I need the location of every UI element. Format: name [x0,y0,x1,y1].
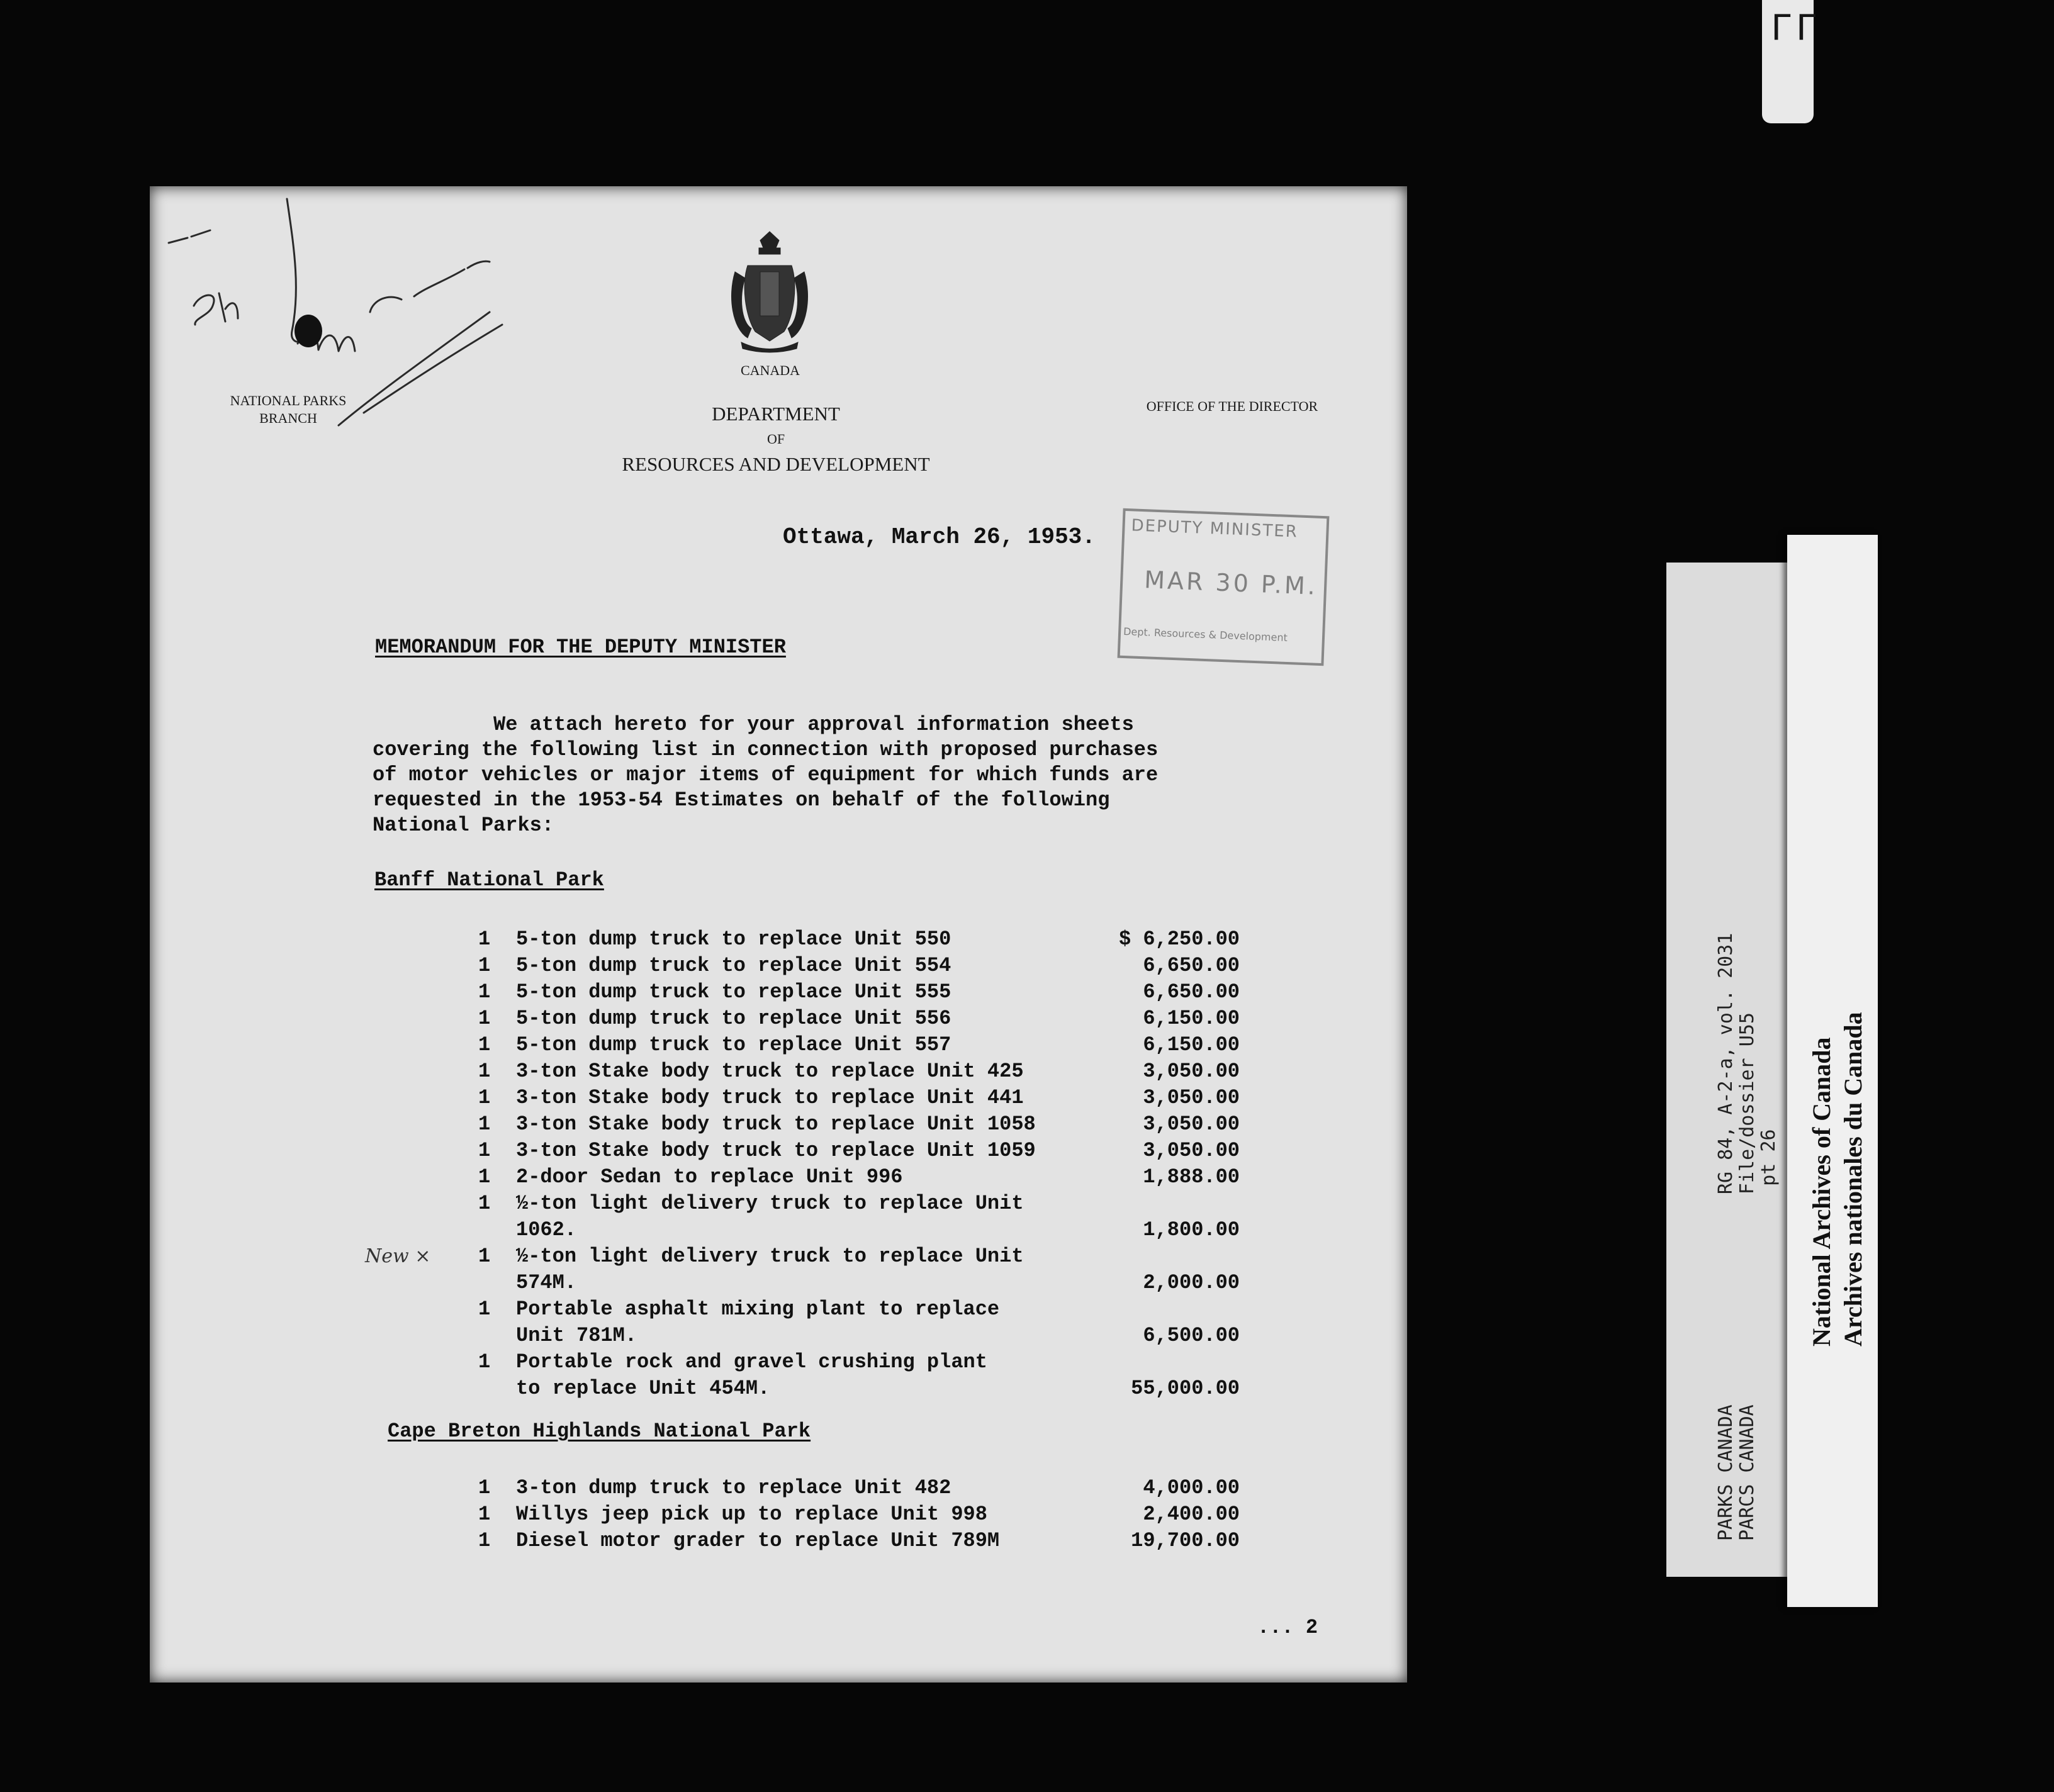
equipment-item-row [478,926,1410,953]
item-quantity: 1 [478,1297,491,1321]
branch-line-1: NATIONAL PARKS [230,393,347,408]
item-amount: 6,650.00 [1143,980,1240,1004]
item-amount: 6,150.00 [1143,1007,1240,1030]
item-quantity: 1 [478,980,491,1004]
archive-reference-text [1715,932,1780,1541]
item-amount: 55,000.00 [1131,1377,1240,1400]
equipment-item-row [478,1190,1410,1243]
archives-name-text [1806,1012,1869,1347]
item-description: 3-ton Stake body truck to replace Unit 425 [516,1060,1024,1083]
item-amount: 1,800.00 [1143,1218,1240,1241]
item-quantity: 1 [478,1503,491,1526]
body-line: We attach hereto for your approval information sheets [373,713,1134,736]
item-list-cape-breton [478,1475,1410,1554]
branch-line-2: BRANCH [259,410,317,426]
equipment-item-row [478,1349,1410,1402]
equipment-item-row [478,1138,1410,1164]
item-quantity: 1 [478,1112,491,1136]
archive-ref-line-2: File/dossier U55 [1736,1012,1758,1195]
item-quantity: 1 [478,1350,491,1374]
branch-label [203,392,373,427]
item-amount: 4,000.00 [1143,1476,1240,1499]
item-description: 2-door Sedan to replace Unit 996 [516,1165,903,1189]
department-line-3: RESOURCES AND DEVELOPMENT [622,453,930,475]
archive-line-1: PARKS CANADA [1715,1404,1737,1541]
item-quantity: 1 [478,1165,491,1189]
item-list-banff [365,926,1410,1402]
received-stamp [1118,508,1330,666]
stamp-title: DEPUTY MINISTER [1131,516,1299,542]
item-quantity: 1 [478,1060,491,1083]
item-description: ½-ton light delivery truck to replace Unit 574M. [516,1245,1024,1294]
archive-reference-strip [1666,563,1787,1577]
stamp-date: MAR 30 P.M. [1143,566,1318,600]
item-description: 5-ton dump truck to replace Unit 554 [516,954,951,977]
margin-note: New × [365,1245,431,1267]
equipment-item-row [478,979,1410,1005]
item-quantity: 1 [478,1139,491,1162]
item-quantity: 1 [478,1245,491,1268]
equipment-item-row [478,1296,1410,1349]
item-description: 5-ton dump truck to replace Unit 556 [516,1007,951,1030]
section-heading-banff: Banff National Park [374,868,604,892]
department-line-2: OF [766,431,785,447]
item-description: 3-ton Stake body truck to replace Unit 1058 [516,1112,1036,1136]
stamp-department: Dept. Resources & Development [1123,625,1288,644]
equipment-item-row [478,1501,1410,1528]
item-amount: 6,500.00 [1143,1324,1240,1347]
body-line: covering the following list in connection with proposed purchases [373,738,1159,761]
equipment-item-row [478,1005,1410,1032]
equipment-item-row [478,953,1410,979]
department-line-1: DEPARTMENT [712,403,840,425]
date-line: Ottawa, March 26, 1953. [783,524,1096,550]
memo-page [150,186,1407,1683]
department-label [584,400,968,478]
office-label: OFFICE OF THE DIRECTOR [1146,398,1318,414]
archive-ref-line-1: RG 84, A-2-a, vol. 2031 [1715,932,1737,1195]
item-amount: 19,700.00 [1131,1529,1240,1552]
memo-body [373,712,1285,838]
item-description: 5-ton dump truck to replace Unit 557 [516,1033,951,1056]
archives-name-en: National Archives of Canada [1807,1037,1836,1347]
equipment-item-row [365,1243,1410,1296]
equipment-item-row [478,1032,1410,1058]
item-amount: 6,650.00 [1143,954,1240,977]
archives-name-strip [1787,535,1878,1607]
equipment-item-row [478,1058,1410,1085]
body-line: National Parks: [373,814,554,837]
item-quantity: 1 [478,1529,491,1552]
item-description: ½-ton light delivery truck to replace Unit 1062. [516,1192,1024,1241]
item-quantity: 1 [478,927,491,951]
item-quantity: 1 [478,1086,491,1109]
item-quantity: 1 [478,1476,491,1499]
archives-name-fr: Archives nationales du Canada [1839,1012,1867,1347]
item-amount: 3,050.00 [1143,1086,1240,1109]
coat-of-arms-icon [722,228,817,354]
equipment-item-row [478,1528,1410,1554]
equipment-item-row [478,1111,1410,1138]
film-marker-tab [1762,0,1821,123]
body-line: of motor vehicles or major items of equipment for which funds are [373,763,1159,787]
film-marker-glyph: ΓΓ [1771,8,1821,48]
item-description: Portable asphalt mixing plant to replace Unit 781M. [516,1297,1000,1347]
item-quantity: 1 [478,1033,491,1056]
item-amount: 6,150.00 [1143,1033,1240,1056]
equipment-item-row [478,1085,1410,1111]
item-description: 5-ton dump truck to replace Unit 550 [516,927,951,951]
item-description: 3-ton Stake body truck to replace Unit 1059 [516,1139,1036,1162]
item-amount: 3,050.00 [1143,1060,1240,1083]
ink-blot [295,315,322,347]
item-quantity: 1 [478,1007,491,1030]
body-line: requested in the 1953-54 Estimates on behalf of the following [373,788,1110,812]
item-amount: 3,050.00 [1143,1139,1240,1162]
equipment-item-row [478,1475,1410,1501]
country-label: CANADA [740,362,800,378]
section-heading-cape-breton: Cape Breton Highlands National Park [388,1420,811,1443]
item-description: Portable rock and gravel crushing plant to replace Unit 454M. [516,1350,987,1400]
item-description: Willys jeep pick up to replace Unit 998 [516,1503,987,1526]
item-amount: 3,050.00 [1143,1112,1240,1136]
archive-ref-line-3: pt 26 [1758,1129,1780,1186]
equipment-item-row [478,1164,1410,1190]
page-continuation-marker: ... 2 [1257,1616,1318,1639]
item-amount: 1,888.00 [1143,1165,1240,1189]
memo-title: MEMORANDUM FOR THE DEPUTY MINISTER [375,636,786,659]
archive-line-2: PARCS CANADA [1736,1404,1758,1541]
item-quantity: 1 [478,954,491,977]
item-quantity: 1 [478,1192,491,1215]
item-description: 3-ton dump truck to replace Unit 482 [516,1476,951,1499]
item-amount: 2,000.00 [1143,1271,1240,1294]
item-amount: 2,400.00 [1143,1503,1240,1526]
item-description: 3-ton Stake body truck to replace Unit 441 [516,1086,1024,1109]
item-amount: $ 6,250.00 [1118,927,1240,951]
item-description: Diesel motor grader to replace Unit 789M [516,1529,1000,1552]
item-description: 5-ton dump truck to replace Unit 555 [516,980,951,1004]
